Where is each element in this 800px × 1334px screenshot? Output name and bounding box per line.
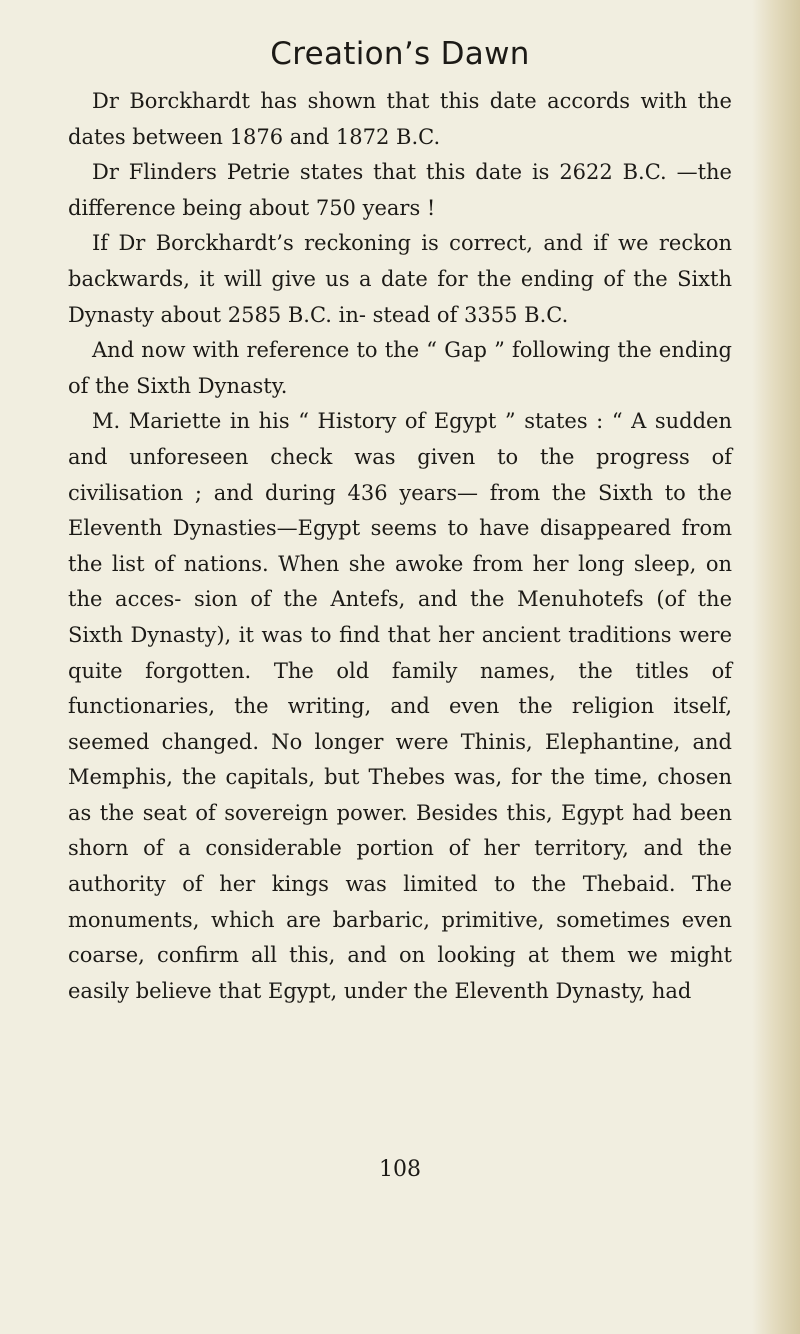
body-text: [68, 84, 732, 1009]
paragraph-mariette-quote: M. Mariette in his “ History of Egypt ” states : “ A sudden and unforeseen check was given to the progress of civilisation ; and during 436 years— from the Sixth to the Eleventh Dynasties—Egypt seems to have disappeared from the list of nations. When she awoke from her long sleep, on the acces- sion of the Antefs, and the Menuhotefs (of the Sixth Dynasty), it was to find that her ancient traditions were quite forgotten. The old family names, the titles of functionaries, the writing, and even the religion itself, seemed changed. No longer were Thinis, Elephantine, and Memphis, the capitals, but Thebes was, for the time, chosen as the seat of sovereign power. Besides this, Egypt had been shorn of a considerable portion of her territory, and the authority of her kings was limited to the Thebaid. The monuments, which are barbaric, primitive, sometimes even coarse, confirm all this, and on looking at them we might easily believe that Egypt, under the Eleventh Dynasty, had: [68, 409, 732, 1003]
page-number: 108: [379, 1157, 421, 1182]
running-head: Creation’s Dawn: [270, 36, 530, 72]
paragraph-petrie-date: Dr Flinders Petrie states that this date is 2622 B.C. —the difference being about 750 years !: [68, 160, 732, 220]
paragraph-borckhardt-dates: Dr Borckhardt has shown that this date accords with the dates between 1876 and 1872 B.C.: [68, 89, 732, 149]
paragraph-reckoning: If Dr Borckhardt’s reckoning is correct, and if we reckon backwards, it will give us a date for the ending of the Sixth Dynasty about 2585 B.C. in- stead of 3355 B.C.: [68, 231, 732, 327]
paragraph-gap: And now with reference to the “ Gap ” following the ending of the Sixth Dynasty.: [68, 338, 732, 398]
page-edge-shading: [752, 0, 800, 1334]
